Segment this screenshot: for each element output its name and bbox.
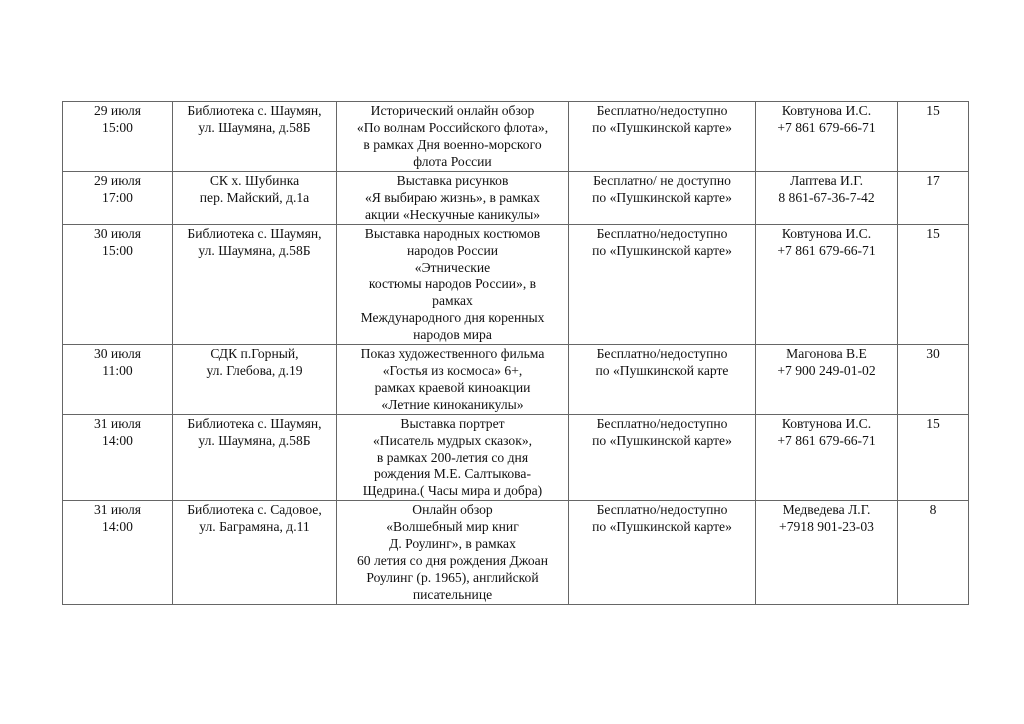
event-description-line: Щедрина.( Часы мира и добра) [362, 483, 543, 499]
event-description-cell [337, 345, 569, 415]
contact-line: +7 900 249-01-02 [777, 362, 876, 378]
contact-line: Ковтунова И.С. [781, 103, 872, 118]
price-line: Бесплатно/недоступно [596, 415, 728, 431]
contact-line: 8 861-67-36-7-42 [778, 189, 875, 205]
price-cell [569, 102, 756, 172]
date-time-line: 29 июля [93, 173, 142, 188]
date-time-cell [63, 224, 173, 344]
date-time-cell [63, 501, 173, 604]
venue-cell [173, 501, 337, 604]
venue-line: Библиотека с. Шаумян, [187, 415, 322, 431]
venue-cell [173, 345, 337, 415]
venue-line: пер. Майский, д.1а [199, 189, 310, 205]
event-description-cell [337, 102, 569, 172]
contact-line: Магонова В.Е [786, 346, 867, 362]
event-description-line: «Этнические [414, 259, 491, 275]
event-description-cell [337, 501, 569, 604]
venue-line: ул. Шаумяна, д.58Б [198, 432, 311, 448]
event-description-line: Роулинг (р. 1965), английской [366, 569, 539, 585]
date-time-cell [63, 414, 173, 501]
table-row [63, 345, 969, 415]
event-description-line: костюмы народов России», в [368, 276, 537, 292]
venue-cell [173, 414, 337, 501]
event-description-line: в рамках Дня военно-морского [363, 136, 542, 152]
venue-cell [173, 102, 337, 172]
event-description-line: Д. Роулинг», в рамках [389, 536, 516, 552]
price-line: Бесплатно/недоступно [596, 225, 728, 241]
table-row [63, 414, 969, 501]
venue-line: ул. Шаумяна, д.58Б [198, 242, 311, 258]
event-description-line: народов России [406, 242, 498, 258]
event-description-line: «По волнам Российского флота», [356, 119, 549, 135]
attendance-count-cell [898, 345, 969, 415]
attendance-count-cell [898, 172, 969, 225]
event-description-line: акции «Нескучные каникулы» [364, 206, 541, 222]
price-cell [569, 172, 756, 225]
price-cell [569, 414, 756, 501]
table-row [63, 102, 969, 172]
venue-line: ул. Баграмяна, д.11 [199, 519, 310, 535]
date-time-line: 30 июля [93, 225, 142, 241]
event-description-line: писательнице [412, 586, 493, 602]
event-description-line: народов мира [413, 327, 492, 343]
price-line: Бесплатно/ не доступно [593, 173, 731, 188]
attendance-count-cell [898, 102, 969, 172]
contact-line: Ковтунова И.С. [781, 415, 872, 431]
price-line: Бесплатно/недоступно [596, 502, 728, 518]
price-cell [569, 224, 756, 344]
contact-line: +7 861 679-66-71 [777, 242, 876, 258]
contact-line: Ковтунова И.С. [781, 225, 872, 241]
date-time-cell [63, 172, 173, 225]
event-description-cell [337, 224, 569, 344]
event-description-line: рамках краевой киноакции [374, 379, 531, 395]
attendance-count-cell [898, 414, 969, 501]
contact-line: Медведева Л.Г. [782, 502, 871, 518]
event-description-line: «Волшебный мир книг [386, 519, 519, 535]
event-description-line: Выставка народных костюмов [364, 225, 541, 241]
price-line: по «Пушкинской карте» [592, 119, 732, 135]
date-time-line: 31 июля [93, 415, 142, 431]
event-description-line: «Я выбираю жизнь», в рамках [365, 189, 540, 205]
venue-cell [173, 172, 337, 225]
contact-cell [756, 501, 898, 604]
price-line: по «Пушкинской карте» [592, 432, 732, 448]
venue-line: Библиотека с. Шаумян, [187, 103, 322, 118]
event-description-line: Онлайн обзор [412, 502, 493, 518]
attendance-count-line: 15 [926, 103, 940, 118]
event-description-line: «Летние киноканикулы» [381, 396, 524, 412]
price-line: по «Пушкинской карте» [592, 242, 732, 258]
attendance-count-line: 17 [926, 173, 940, 188]
date-time-line: 30 июля [93, 346, 142, 362]
event-description-cell [337, 414, 569, 501]
contact-line: Лаптева И.Г. [790, 173, 863, 188]
event-description-line: 60 летия со дня рождения Джоан [357, 552, 548, 568]
table-row [63, 501, 969, 604]
contact-cell [756, 172, 898, 225]
venue-line: ул. Шаумяна, д.58Б [198, 119, 311, 135]
date-time-line: 11:00 [102, 362, 133, 378]
date-time-line: 15:00 [102, 119, 133, 135]
event-description-line: Исторический онлайн обзор [370, 103, 535, 118]
date-time-line: 15:00 [102, 242, 133, 258]
event-description-cell [337, 172, 569, 225]
venue-line: СК х. Шубинка [209, 173, 300, 188]
date-time-cell [63, 345, 173, 415]
event-description-line: «Писатель мудрых сказок», [372, 432, 533, 448]
event-description-line: рождения М.Е. Салтыкова- [374, 466, 531, 482]
contact-cell [756, 345, 898, 415]
event-description-line: Показ художественного фильма [360, 346, 545, 362]
price-line: по «Пушкинской карте [595, 362, 729, 378]
event-description-line: в рамках 200-летия со дня [376, 449, 529, 465]
contact-cell [756, 224, 898, 344]
event-description-line: флота России [413, 153, 492, 169]
event-description-line: Международного дня коренных [360, 310, 545, 326]
venue-line: ул. Глебова, д.19 [206, 362, 303, 378]
table-row [63, 172, 969, 225]
date-time-line: 14:00 [102, 432, 133, 448]
date-time-cell [63, 102, 173, 172]
attendance-count-cell [898, 224, 969, 344]
contact-cell [756, 414, 898, 501]
venue-line: СДК п.Горный, [210, 346, 299, 362]
attendance-count-cell [898, 501, 969, 604]
attendance-count-line: 15 [926, 225, 940, 241]
contact-cell [756, 102, 898, 172]
venue-line: Библиотека с. Садовое, [187, 502, 322, 518]
venue-line: Библиотека с. Шаумян, [187, 225, 322, 241]
price-cell [569, 345, 756, 415]
event-description-line: «Гостья из космоса» 6+, [382, 362, 523, 378]
table-row [63, 224, 969, 344]
price-cell [569, 501, 756, 604]
contact-line: +7 861 679-66-71 [777, 432, 876, 448]
event-description-line: рамках [432, 293, 473, 309]
attendance-count-line: 15 [926, 415, 940, 431]
attendance-count-line: 30 [926, 346, 940, 362]
date-time-line: 17:00 [102, 189, 133, 205]
attendance-count-line: 8 [929, 502, 937, 518]
price-line: по «Пушкинской карте» [592, 189, 732, 205]
price-line: Бесплатно/недоступно [596, 103, 728, 118]
date-time-line: 31 июля [93, 502, 142, 518]
date-time-line: 14:00 [102, 519, 133, 535]
contact-line: +7 861 679-66-71 [777, 119, 876, 135]
price-line: по «Пушкинской карте» [592, 519, 732, 535]
price-line: Бесплатно/недоступно [596, 346, 728, 362]
event-description-line: Выставка рисунков [396, 173, 509, 188]
date-time-line: 29 июля [93, 103, 142, 118]
events-table [62, 101, 969, 605]
event-description-line: Выставка портрет [400, 415, 505, 431]
venue-cell [173, 224, 337, 344]
contact-line: +7918 901-23-03 [779, 519, 874, 535]
